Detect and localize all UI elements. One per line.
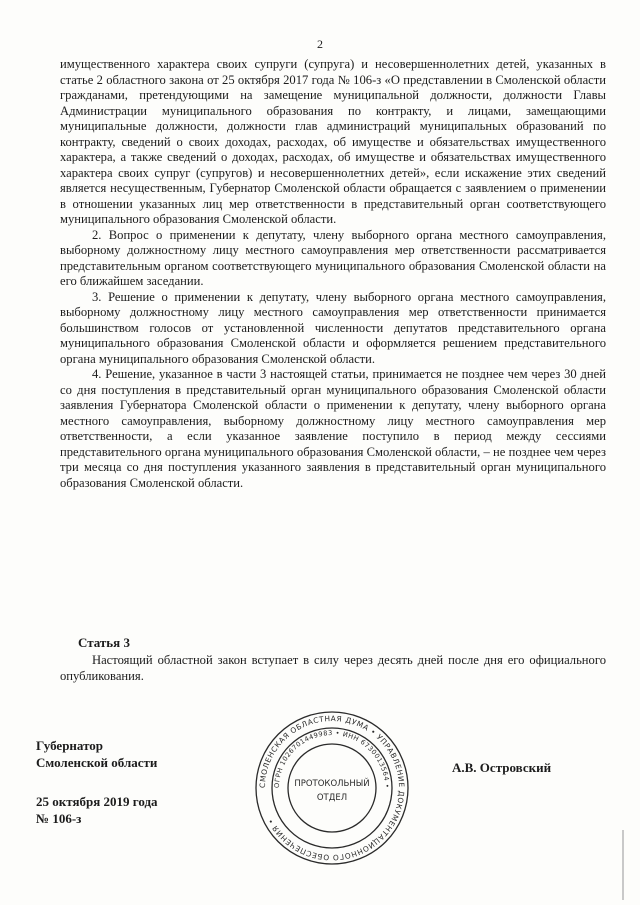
signatory-title-line2: Смоленской области [36, 755, 158, 770]
body-text [60, 57, 606, 491]
document-number: № 106-з [36, 811, 82, 826]
official-stamp [252, 708, 412, 868]
document-date: 25 октября 2019 года [36, 794, 158, 809]
scan-edge-mark [622, 830, 624, 900]
article-heading: Статья 3 [78, 635, 130, 650]
stamp-inner-text: ОГРН 1026701449983 • ИНН 6730013564 • [272, 728, 392, 789]
paragraph-2: 2. Вопрос о применении к депутату, члену выборного органа местного самоуправления, выборному должностному лицу местного самоуправления мер ответственности рассматривается представительным органом соответствующего муниципального образования Смоленской области на его ближайшем заседании. [60, 227, 606, 288]
signatory-title-line1: Губернатор [36, 738, 104, 753]
paragraph-3: 3. Решение о применении к депутату, члену выборного органа местного самоуправления, выборному должностному лицу местного самоуправления мер ответственности принимается большинством голосов от установленной численности депутатов представительного органа муниципального образования Смоленской области и оформляется решением представительного органа муниципального образования Смоленской области. [60, 289, 606, 366]
paragraph-1: имущественного характера своих супруги (супруга) и несовершеннолетних детей, указанных в статье 2 областного закона от 25 октября 2017 года № 106-з «О представлении в Смоленской области гражданами, претендующими на замещение муниципальной должности, должности Главы Администрации муниципального образования по контракту, и лицами, замещающими муниципальные должности, должности глав администраций муниципальных образований по контракту, сведений о своих доходах, расходах, об имуществе и обязательствах имущественного характера, а также сведений о доходах, расходах, об имуществе и обязательствах имущественного характера своих супруг (супругов) и несовершеннолетних детей», если искажение этих сведений является несущественным, Губернатор Смоленской области обращается с заявлением о применении в отношении указанных лиц мер ответственности в представительный орган соответствующего муниципального образования Смоленской области. [60, 57, 606, 226]
article-text: Настоящий областной закон вступает в силу через десять дней после дня его официального опубликования. [60, 653, 606, 683]
signatory-name: А.В. Островский [452, 760, 552, 775]
stamp-center-line1: ПРОТОКОЛЬНЫЙ [294, 779, 370, 789]
page-number: 2 [317, 37, 323, 51]
article-text-block [60, 652, 606, 684]
stamp-outer-text: СМОЛЕНСКАЯ ОБЛАСТНАЯ ДУМА • УПРАВЛЕНИЕ ДОКУМЕНТАЦИОННОГО ОБЕСПЕЧЕНИЯ • [257, 713, 407, 863]
stamp-center-line2: ОТДЕЛ [316, 793, 348, 803]
paragraph-4: 4. Решение, указанное в части 3 настоящей статьи, принимается не позднее чем через 30 дней со дня поступления в представительный орган муниципального образования Смоленской области заявления Губернатора Смоленской области о применении к депутату, члену выборного органа местного самоуправления, выборному должностному лицу местного самоуправления мер ответственности, а если указанное заявление поступило в период между сессиями представительного органа муниципального образования Смоленской области, – не позднее чем через три месяца со дня поступления указанного заявления в представительный орган муниципального образования Смоленской области. [60, 367, 606, 490]
signature-block [36, 737, 158, 827]
